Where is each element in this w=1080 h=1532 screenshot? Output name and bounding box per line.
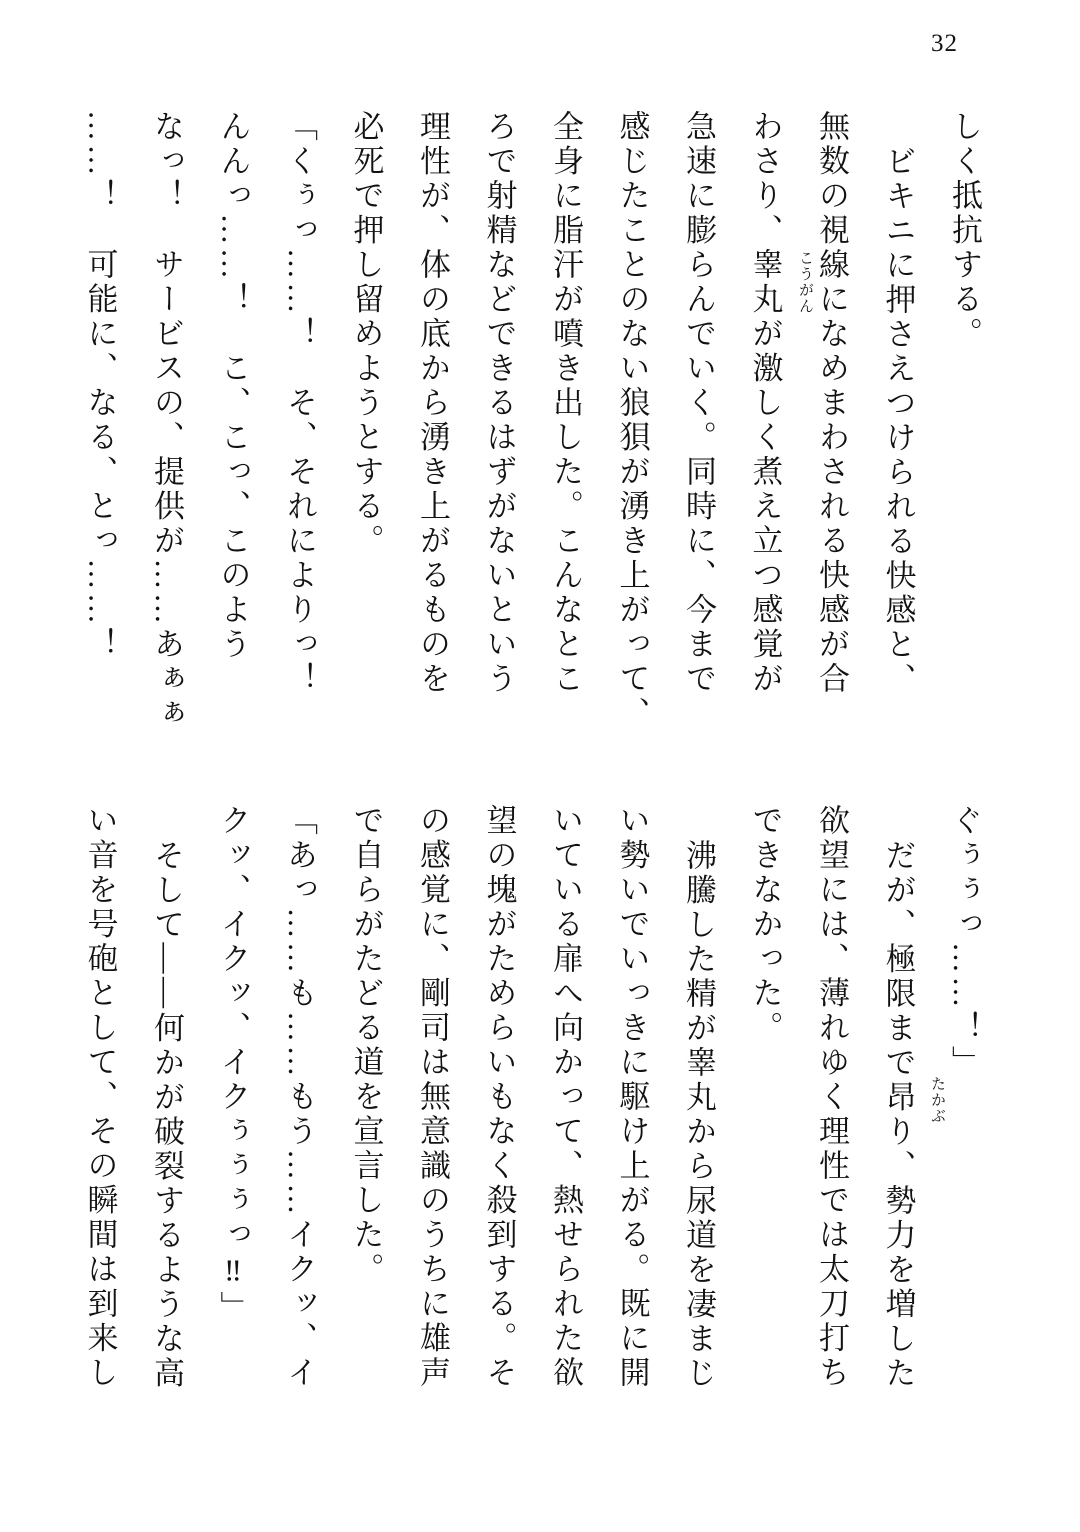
text-column: わさり、睾丸が激しく煮え立つ感覚が [747, 110, 783, 697]
furigana-kougan: こうがん [797, 250, 813, 314]
text-column: なっ！ サービスの、提供が……あぁぁ [149, 110, 184, 731]
text-column: 欲望には、薄れゆく理性では太刀打ち [814, 804, 849, 1391]
text-column: 全身に脂汗が噴き出した。こんなとこ [548, 110, 583, 697]
text-column: んんっ……！ こ、こっ、このよう [215, 110, 251, 662]
text-column: い音を号砲として、その瞬間は到来し [82, 804, 118, 1391]
text-column: 理性が、体の底から湧き上がるものを [415, 110, 450, 697]
text-column: 感じたことのない狼狽が湧き上がって、 [614, 110, 650, 731]
lower-text-block [66, 804, 997, 1504]
text-column: 望の塊がためらいもなく殺到する。そ [481, 804, 517, 1391]
text-column: で自らがたどる道を宣言した。 [348, 804, 384, 1287]
furigana-takabu: たかぶ [929, 1076, 945, 1124]
text-column: いている扉へ向かって、熱せられた欲 [548, 804, 583, 1391]
text-column: 急速に膨らんでいく。同時に、今まで [681, 110, 716, 697]
text-column: クッ、イクッ、イクぅぅぅっ‼」 [215, 804, 251, 1326]
text-column: ろで射精などできるはずがないという [481, 110, 517, 697]
text-column: い勢いでいっきに駆け上がる。既に開 [614, 804, 650, 1391]
text-column: 無数の視線になめまわされる快感が合 [814, 110, 849, 697]
text-column: ……！ 可能に、なる、とっ……！ [82, 110, 118, 662]
text-column: そして——何かが破裂するような高 [149, 839, 184, 1391]
text-column: ビキニに押さえつけられる快感と、 [880, 145, 916, 697]
text-column: 「くぅっ……！ そ、それによりっ！ [282, 110, 317, 697]
text-column: の感覚に、剛司は無意識のうちに雄声 [415, 804, 450, 1391]
upper-text-block [66, 110, 997, 810]
text-column: できなかった。 [747, 804, 783, 1046]
text-column: だが、極限まで昂り、勢力を増した [880, 839, 916, 1391]
text-column: ぐぅぅっ……！」 [947, 804, 982, 1080]
page-number: 32 [931, 30, 958, 57]
text-column: 「あっ……も……もう……イクッ、イ [282, 804, 317, 1391]
text-column: しく抵抗する。 [947, 110, 982, 352]
text-column: 必死で押し留めようとする。 [348, 110, 384, 559]
text-column: 沸騰した精が睾丸から尿道を凄まじ [681, 839, 716, 1391]
